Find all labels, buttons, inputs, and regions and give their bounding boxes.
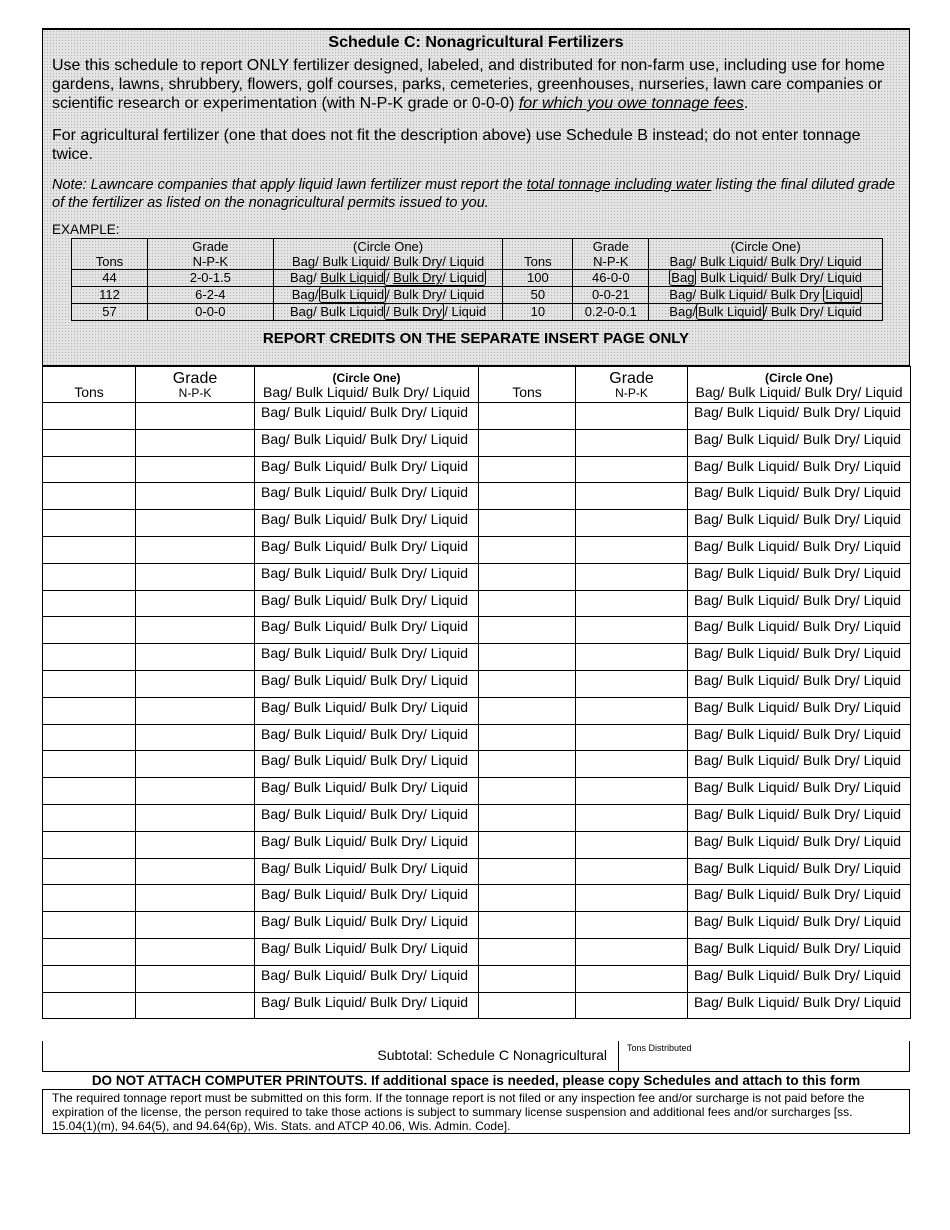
tons-input[interactable] — [43, 590, 136, 617]
tons-input[interactable] — [43, 938, 136, 965]
grade-input[interactable] — [136, 590, 255, 617]
grade-column-header: Grade N-P-K — [136, 367, 255, 403]
grade-input[interactable] — [576, 697, 688, 724]
type-options[interactable]: Bag/ Bulk Liquid/ Bulk Dry/ Liquid — [255, 563, 479, 590]
example-row — [72, 304, 883, 321]
grade-input[interactable] — [576, 483, 688, 510]
grade-input[interactable] — [576, 590, 688, 617]
tons-input[interactable] — [43, 456, 136, 483]
tons-input[interactable] — [479, 885, 576, 912]
tons-distributed-field[interactable] — [618, 1041, 910, 1071]
tons-input[interactable] — [43, 403, 136, 430]
type-options[interactable]: Bag/ Bulk Liquid/ Bulk Dry/ Liquid — [255, 510, 479, 537]
grade-input[interactable] — [576, 858, 688, 885]
grade-input[interactable] — [576, 617, 688, 644]
type-options[interactable]: Bag/ Bulk Liquid/ Bulk Dry/ Liquid — [255, 938, 479, 965]
type-options[interactable]: Bag/ Bulk Liquid/ Bulk Dry/ Liquid — [255, 724, 479, 751]
tons-input[interactable] — [479, 563, 576, 590]
type-options[interactable]: Bag/ Bulk Liquid/ Bulk Dry/ Liquid — [688, 885, 911, 912]
grade-input[interactable] — [136, 536, 255, 563]
tons-input[interactable] — [43, 510, 136, 537]
grade-input[interactable] — [576, 912, 688, 939]
type-options[interactable]: Bag/ Bulk Liquid/ Bulk Dry/ Liquid — [255, 697, 479, 724]
example-tons-header: Tons — [72, 239, 148, 270]
table-row — [43, 644, 911, 671]
grade-input[interactable] — [136, 670, 255, 697]
tons-input[interactable] — [43, 858, 136, 885]
table-row — [43, 483, 911, 510]
example-tons: 57 — [72, 304, 148, 321]
grade-input[interactable] — [136, 617, 255, 644]
table-row — [43, 403, 911, 430]
grade-input[interactable] — [136, 912, 255, 939]
tons-input[interactable] — [43, 617, 136, 644]
type-options[interactable]: Bag/ Bulk Liquid/ Bulk Dry/ Liquid — [688, 751, 911, 778]
tons-input[interactable] — [479, 912, 576, 939]
agricultural-note: For agricultural fertilizer (one that does not fit the description above) use Schedule B instead; do not enter tonnage twice. — [52, 127, 861, 163]
subtotal-label: Subtotal: Schedule C Nonagricultural — [377, 1047, 607, 1063]
example-options: Bag Bulk Liquid/ Bulk Dry/ Liquid — [649, 270, 883, 287]
type-options[interactable]: Bag/ Bulk Liquid/ Bulk Dry/ Liquid — [688, 429, 911, 456]
type-options[interactable]: Bag/ Bulk Liquid/ Bulk Dry/ Liquid — [688, 938, 911, 965]
grade-input[interactable] — [136, 804, 255, 831]
grade-input[interactable] — [136, 456, 255, 483]
tons-input[interactable] — [43, 483, 136, 510]
grade-input[interactable] — [136, 644, 255, 671]
grade-input[interactable] — [576, 885, 688, 912]
tons-input[interactable] — [479, 670, 576, 697]
type-options[interactable]: Bag/ Bulk Liquid/ Bulk Dry/ Liquid — [255, 778, 479, 805]
tons-input[interactable] — [479, 992, 576, 1019]
grade-input[interactable] — [136, 510, 255, 537]
type-options[interactable]: Bag/ Bulk Liquid/ Bulk Dry/ Liquid — [688, 510, 911, 537]
table-row — [43, 510, 911, 537]
table-row — [43, 804, 911, 831]
type-options[interactable]: Bag/ Bulk Liquid/ Bulk Dry/ Liquid — [688, 590, 911, 617]
grade-input[interactable] — [136, 429, 255, 456]
tons-input[interactable] — [43, 536, 136, 563]
lawncare-note — [52, 176, 902, 212]
type-options[interactable]: Bag/ Bulk Liquid/ Bulk Dry/ Liquid — [255, 831, 479, 858]
table-row — [43, 617, 911, 644]
tons-distributed-label: Tons Distributed — [627, 1043, 692, 1053]
intro-text: Use this schedule to report ONLY fertilizer designed, labeled, and distributed for non-farm use, including use for home gardens, lawns, shrubbery, flowers, golf courses, parks, cemeteries, greenhouses, nurseries, lawn care companies or scientific research or experimentation (with N-P-K grade or 0-0-0) — [52, 57, 885, 112]
tons-input[interactable] — [43, 724, 136, 751]
tons-input[interactable] — [479, 724, 576, 751]
grade-input[interactable] — [136, 938, 255, 965]
example-tons: 10 — [503, 304, 573, 321]
table-row — [43, 912, 911, 939]
grade-input[interactable] — [136, 992, 255, 1019]
tons-input[interactable] — [479, 831, 576, 858]
example-options: Bag/ Bulk Liquid / Bulk Dry/ Liquid — [649, 304, 883, 321]
grade-input[interactable] — [136, 858, 255, 885]
grade-input[interactable] — [576, 644, 688, 671]
table-row — [43, 590, 911, 617]
tons-input[interactable] — [43, 885, 136, 912]
table-row — [43, 751, 911, 778]
tons-input[interactable] — [479, 483, 576, 510]
grade-input[interactable] — [136, 724, 255, 751]
tons-input[interactable] — [43, 751, 136, 778]
grade-input[interactable] — [136, 403, 255, 430]
example-circle-header: (Circle One) Bag/ Bulk Liquid/ Bulk Dry/ Liquid — [649, 239, 883, 270]
example-options: Bag/ Bulk Liquid / Bulk Dry/ Liquid — [273, 287, 503, 304]
grade-input[interactable] — [136, 751, 255, 778]
tons-input[interactable] — [479, 403, 576, 430]
grade-column-header: Grade N-P-K — [576, 367, 688, 403]
example-grade: 0-0-0 — [147, 304, 273, 321]
tons-input[interactable] — [479, 858, 576, 885]
example-grade: 0.2-0-0.1 — [573, 304, 649, 321]
legal-notice: The required tonnage report must be submitted on this form. If the tonnage report is not filed or any inspection fee and/or surcharge is not paid before the expiration of the license, the person required to take those actions is subject to summary license suspension and additional fees and/or surcharges [ss. 15.04(1)(m), 94.64(5), and 94.64(6p), Wis. Stats. and ATCP 40.06, Wis. Admin. Code]. — [42, 1090, 910, 1134]
tons-input[interactable] — [43, 965, 136, 992]
type-options[interactable]: Bag/ Bulk Liquid/ Bulk Dry/ Liquid — [688, 403, 911, 430]
example-tons: 50 — [503, 287, 573, 304]
tons-input[interactable] — [43, 992, 136, 1019]
tons-input[interactable] — [43, 831, 136, 858]
grade-input[interactable] — [136, 831, 255, 858]
type-options[interactable]: Bag/ Bulk Liquid/ Bulk Dry/ Liquid — [688, 858, 911, 885]
grade-input[interactable] — [136, 483, 255, 510]
tonnage-header-row — [43, 367, 911, 403]
example-grade: 46-0-0 — [573, 270, 649, 287]
type-options[interactable]: Bag/ Bulk Liquid/ Bulk Dry/ Liquid — [255, 670, 479, 697]
grade-input[interactable] — [576, 804, 688, 831]
grade-input[interactable] — [576, 510, 688, 537]
grade-input[interactable] — [576, 563, 688, 590]
example-grade: 2-0-1.5 — [147, 270, 273, 287]
example-grade: 6-2-4 — [147, 287, 273, 304]
tons-input[interactable] — [479, 590, 576, 617]
example-header-row — [72, 239, 883, 270]
grade-input[interactable] — [576, 992, 688, 1019]
table-row — [43, 429, 911, 456]
tons-input[interactable] — [479, 697, 576, 724]
tons-input[interactable] — [43, 697, 136, 724]
table-row — [43, 858, 911, 885]
intro-emphasis: for which you owe tonnage fees — [518, 95, 744, 112]
intro-end: . — [743, 95, 749, 112]
example-tons: 100 — [503, 270, 573, 287]
tons-input[interactable] — [43, 778, 136, 805]
type-options[interactable]: Bag/ Bulk Liquid/ Bulk Dry/ Liquid — [255, 644, 479, 671]
type-options[interactable]: Bag/ Bulk Liquid/ Bulk Dry/ Liquid — [255, 403, 479, 430]
tons-input[interactable] — [43, 804, 136, 831]
type-options[interactable]: Bag/ Bulk Liquid/ Bulk Dry/ Liquid — [688, 831, 911, 858]
type-options[interactable]: Bag/ Bulk Liquid/ Bulk Dry/ Liquid — [688, 965, 911, 992]
tons-input[interactable] — [43, 644, 136, 671]
example-circle-header: (Circle One) Bag/ Bulk Liquid/ Bulk Dry/ Liquid — [273, 239, 503, 270]
table-row — [43, 724, 911, 751]
example-grade-header: Grade N-P-K — [147, 239, 273, 270]
grade-input[interactable] — [576, 751, 688, 778]
example-grade-header: Grade N-P-K — [573, 239, 649, 270]
table-row — [43, 670, 911, 697]
tons-input[interactable] — [43, 670, 136, 697]
type-options[interactable]: Bag/ Bulk Liquid/ Bulk Dry/ Liquid — [688, 617, 911, 644]
printout-warning: DO NOT ATTACH COMPUTER PRINTOUTS. If additional space is needed, please copy Schedules and attach to this form — [42, 1071, 910, 1090]
tons-input[interactable] — [479, 536, 576, 563]
type-options[interactable]: Bag/ Bulk Liquid/ Bulk Dry/ Liquid — [688, 697, 911, 724]
example-options: Bag/ Bulk Liquid / Bulk Dry/ Liquid — [273, 270, 503, 287]
tons-input[interactable] — [479, 938, 576, 965]
type-column-header: (Circle One) Bag/ Bulk Liquid/ Bulk Dry/ Liquid — [688, 367, 911, 403]
tons-input[interactable] — [479, 429, 576, 456]
grade-input[interactable] — [576, 778, 688, 805]
intro-paragraph — [52, 56, 902, 113]
type-column-header: (Circle One) Bag/ Bulk Liquid/ Bulk Dry/ Liquid — [255, 367, 479, 403]
type-options[interactable]: Bag/ Bulk Liquid/ Bulk Dry/ Liquid — [255, 965, 479, 992]
example-table — [71, 238, 883, 321]
grade-input[interactable] — [136, 563, 255, 590]
grade-input[interactable] — [576, 536, 688, 563]
example-tons-header: Tons — [503, 239, 573, 270]
grade-input[interactable] — [136, 965, 255, 992]
table-row — [43, 831, 911, 858]
type-options[interactable]: Bag/ Bulk Liquid/ Bulk Dry/ Liquid — [255, 456, 479, 483]
type-options[interactable]: Bag/ Bulk Liquid/ Bulk Dry/ Liquid — [255, 590, 479, 617]
example-label: EXAMPLE: — [52, 222, 120, 237]
type-options[interactable]: Bag/ Bulk Liquid/ Bulk Dry/ Liquid — [255, 885, 479, 912]
table-row — [43, 938, 911, 965]
note-underlined: total tonnage including water — [526, 177, 712, 193]
tons-input[interactable] — [479, 778, 576, 805]
grade-input[interactable] — [576, 938, 688, 965]
table-row — [43, 778, 911, 805]
tons-input[interactable] — [43, 912, 136, 939]
table-row — [43, 563, 911, 590]
type-options[interactable]: Bag/ Bulk Liquid/ Bulk Dry/ Liquid — [255, 858, 479, 885]
grade-input[interactable] — [576, 965, 688, 992]
tons-input[interactable] — [43, 429, 136, 456]
tons-input[interactable] — [479, 617, 576, 644]
example-row — [72, 270, 883, 287]
type-options[interactable]: Bag/ Bulk Liquid/ Bulk Dry/ Liquid — [688, 804, 911, 831]
tons-input[interactable] — [479, 510, 576, 537]
type-options[interactable]: Bag/ Bulk Liquid/ Bulk Dry/ Liquid — [255, 617, 479, 644]
type-options[interactable]: Bag/ Bulk Liquid/ Bulk Dry/ Liquid — [688, 563, 911, 590]
type-options[interactable]: Bag/ Bulk Liquid/ Bulk Dry/ Liquid — [255, 483, 479, 510]
tonnage-table — [42, 366, 911, 1019]
tons-column-header: Tons — [43, 367, 136, 403]
type-options[interactable]: Bag/ Bulk Liquid/ Bulk Dry/ Liquid — [688, 778, 911, 805]
type-options[interactable]: Bag/ Bulk Liquid/ Bulk Dry/ Liquid — [255, 804, 479, 831]
tons-input[interactable] — [479, 804, 576, 831]
grade-input[interactable] — [576, 724, 688, 751]
tons-input[interactable] — [43, 563, 136, 590]
note-pre: Note: Lawncare companies that apply liquid lawn fertilizer must report the — [52, 177, 523, 193]
note-post: listing the final diluted grade of the fertilizer as listed on the nonagricultural permits issued to you. — [52, 177, 896, 211]
type-options[interactable]: Bag/ Bulk Liquid/ Bulk Dry/ Liquid — [255, 536, 479, 563]
grade-input[interactable] — [576, 831, 688, 858]
table-row — [43, 697, 911, 724]
type-options[interactable]: Bag/ Bulk Liquid/ Bulk Dry/ Liquid — [688, 536, 911, 563]
type-options[interactable]: Bag/ Bulk Liquid/ Bulk Dry/ Liquid — [255, 992, 479, 1019]
tons-column-header: Tons — [479, 367, 576, 403]
tons-input[interactable] — [479, 644, 576, 671]
type-options[interactable]: Bag/ Bulk Liquid/ Bulk Dry/ Liquid — [688, 456, 911, 483]
example-row — [72, 287, 883, 304]
example-options: Bag/ Bulk Liquid/ Bulk Dry Liquid — [649, 287, 883, 304]
table-row — [43, 965, 911, 992]
type-options[interactable]: Bag/ Bulk Liquid/ Bulk Dry/ Liquid — [255, 912, 479, 939]
type-options[interactable]: Bag/ Bulk Liquid/ Bulk Dry/ Liquid — [255, 751, 479, 778]
grade-input[interactable] — [136, 778, 255, 805]
example-options: Bag/ Bulk Liquid / Bulk Dry / Liquid — [273, 304, 503, 321]
grade-input[interactable] — [576, 670, 688, 697]
example-grade: 0-0-21 — [573, 287, 649, 304]
schedule-title: Schedule C: Nonagricultural Fertilizers — [328, 34, 624, 51]
grade-input[interactable] — [136, 697, 255, 724]
subtotal-row — [42, 1041, 910, 1071]
example-tons: 112 — [72, 287, 148, 304]
type-options[interactable]: Bag/ Bulk Liquid/ Bulk Dry/ Liquid — [688, 644, 911, 671]
table-row — [43, 456, 911, 483]
tons-input[interactable] — [479, 751, 576, 778]
type-options[interactable]: Bag/ Bulk Liquid/ Bulk Dry/ Liquid — [688, 670, 911, 697]
tons-input[interactable] — [479, 965, 576, 992]
grade-input[interactable] — [576, 456, 688, 483]
type-options[interactable]: Bag/ Bulk Liquid/ Bulk Dry/ Liquid — [688, 992, 911, 1019]
type-options[interactable]: Bag/ Bulk Liquid/ Bulk Dry/ Liquid — [688, 724, 911, 751]
table-row — [43, 992, 911, 1019]
type-options[interactable]: Bag/ Bulk Liquid/ Bulk Dry/ Liquid — [688, 483, 911, 510]
table-row — [43, 536, 911, 563]
schedule-header — [42, 28, 910, 366]
grade-input[interactable] — [136, 885, 255, 912]
tons-input[interactable] — [479, 456, 576, 483]
table-row — [43, 885, 911, 912]
report-credits-notice: REPORT CREDITS ON THE SEPARATE INSERT PAGE ONLY — [262, 330, 690, 347]
type-options[interactable]: Bag/ Bulk Liquid/ Bulk Dry/ Liquid — [688, 912, 911, 939]
example-tons: 44 — [72, 270, 148, 287]
grade-input[interactable] — [576, 429, 688, 456]
grade-input[interactable] — [576, 403, 688, 430]
type-options[interactable]: Bag/ Bulk Liquid/ Bulk Dry/ Liquid — [255, 429, 479, 456]
